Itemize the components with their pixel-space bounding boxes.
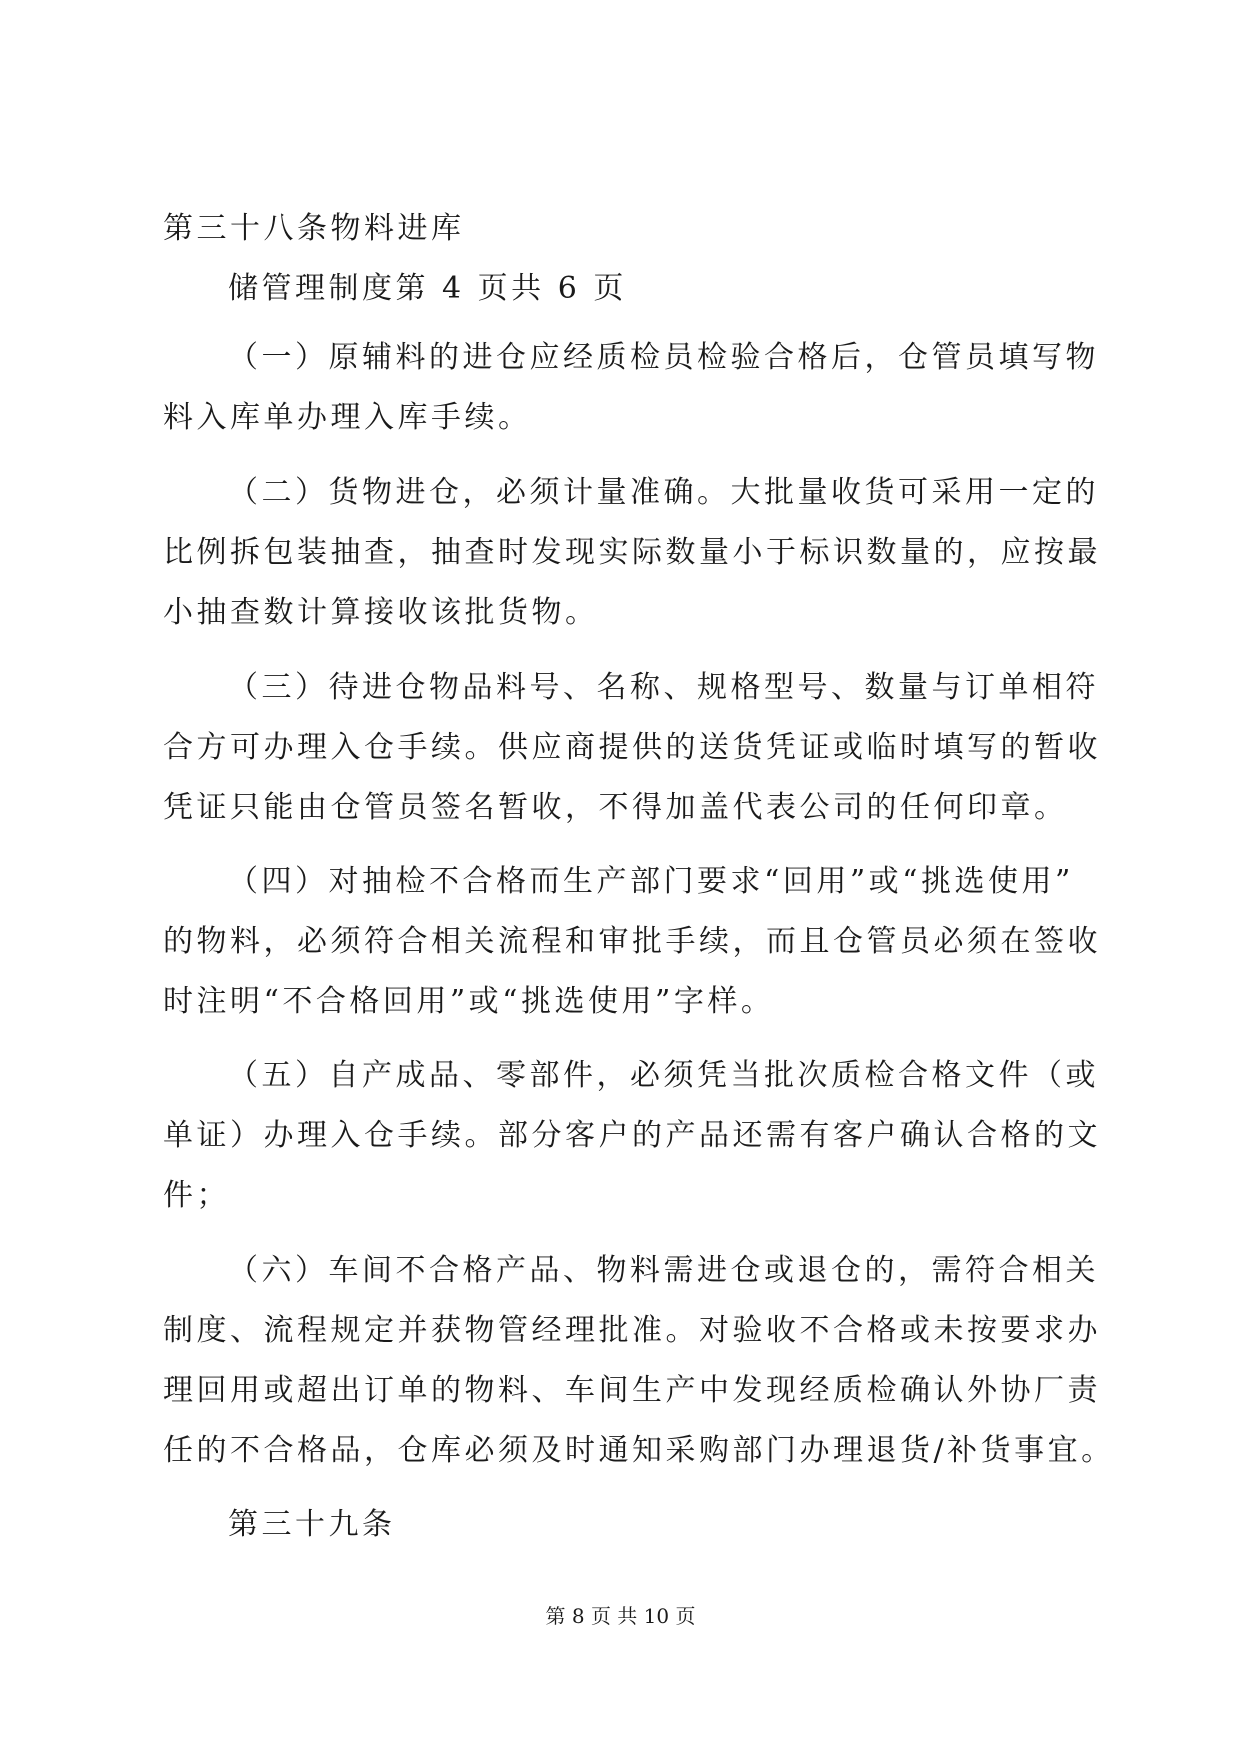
paragraph-5-line-3: 件； (163, 1178, 230, 1213)
paragraph-6-line-3: 理回用或超出订单的物料、车间生产中发现经质检确认外协厂责 (163, 1373, 1101, 1408)
paragraph-4-line-3: 时注明“不合格回用”或“挑选使用”字样。 (163, 984, 775, 1019)
paragraph-1-line-1: （一）原辅料的进仓应经质检员检验合格后，仓管员填写物 (228, 340, 1099, 375)
paragraph-2-line-1: （二）货物进仓，必须计量准确。大批量收货可采用一定的 (228, 475, 1099, 510)
paragraph-4-line-1: （四）对抽检不合格而生产部门要求“回用”或“挑选使用” (228, 864, 1074, 899)
page-reference-text: 储管理制度第 4 页共 6 页 (228, 271, 627, 306)
paragraph-1-line-2: 料入库单办理入库手续。 (163, 400, 532, 435)
paragraph-6-line-1: （六）车间不合格产品、物料需进仓或退仓的，需符合相关 (228, 1253, 1099, 1288)
paragraph-5-line-1: （五）自产成品、零部件，必须凭当批次质检合格文件（或 (228, 1058, 1099, 1093)
paragraph-2-line-3: 小抽查数计算接收该批货物。 (163, 595, 599, 630)
paragraph-3-line-3: 凭证只能由仓管员签名暂收，不得加盖代表公司的任何印章。 (163, 790, 1068, 825)
paragraph-4-line-2: 的物料，必须符合相关流程和审批手续，而且仓管员必须在签收 (163, 924, 1101, 959)
paragraph-6-line-2: 制度、流程规定并获物管经理批准。对验收不合格或未按要求办 (163, 1313, 1101, 1348)
paragraph-3-line-2: 合方可办理入仓手续。供应商提供的送货凭证或临时填写的暂收 (163, 730, 1101, 765)
article-heading: 第三十八条物料进库 (163, 211, 465, 246)
paragraph-2-line-2: 比例拆包装抽查，抽查时发现实际数量小于标识数量的，应按最 (163, 535, 1101, 570)
paragraph-3-line-1: （三）待进仓物品料号、名称、规格型号、数量与订单相符 (228, 670, 1099, 705)
article-39-heading: 第三十九条 (228, 1507, 396, 1542)
page-footer: 第 8 页 共 10 页 (545, 1604, 696, 1628)
paragraph-6-line-4: 任的不合格品，仓库必须及时通知采购部门办理退货/补货事宜。 (163, 1433, 1115, 1468)
paragraph-5-line-2: 单证）办理入仓手续。部分客户的产品还需有客户确认合格的文 (163, 1118, 1101, 1153)
